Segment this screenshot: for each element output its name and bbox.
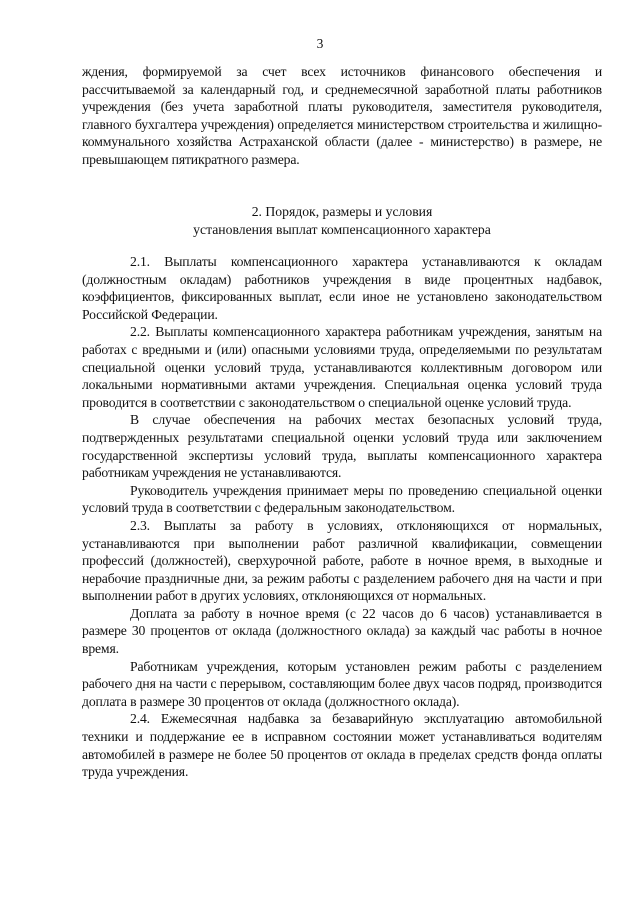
body-paragraphs <box>82 253 602 781</box>
paragraph-night-work: Доплата за работу в ночное время (с 22 часов до 6 часов) устанавливается в размере 30 процентов от оклада (должностного оклада) за каждый час работы в ночное время. <box>82 605 602 657</box>
paragraph-director-measures: Руководитель учреждения принимает меры по проведению специальной оценки условий труда в соответствии с федеральным законодательством. <box>82 482 602 516</box>
paragraph-safe-conditions: В случае обеспечения на рабочих местах безопасных условий труда, подтвержденных результатами специальной оценки условий труда или заключением государственной экспертизы условий труда, выплаты компенсационного характера работникам учреждения не устанавливаются. <box>82 412 602 481</box>
intro-paragraph: ждения, формируемой за счет всех источников финансового обеспечения и рассчитываемой за календарный год, и среднемесячной заработной платы работников учреждения (без учета заработной платы руководителя, заместителя руководителя, главного бухгалтера учреждения) определяется министерством строительства и жилищно-коммунального хозяйства Астраханской области (далее - министерство) в размере, не превышающем пятикратного размера. <box>82 64 602 167</box>
section-heading-line2: установления выплат компенсационного характера <box>193 222 491 237</box>
intro-paragraph-block <box>82 63 602 169</box>
section-heading-line1: 2. Порядок, размеры и условия <box>251 204 433 219</box>
paragraph-split-day: Работникам учреждения, которым установлен режим работы с разделением рабочего дня на части с перерывом, составляющим более двух часов подряд, производится доплата в размере 30 процентов от оклада (должностного оклада). <box>82 658 602 709</box>
paragraph-2-1: 2.1. Выплаты компенсационного характера устанавливаются к окладам (должностным окладам) работников учреждения в виде процентных надбавок, коэффициентов, фиксированных выплат, если иное не установлено законодательством Российской Федерации. <box>82 254 602 322</box>
paragraph-2-4: 2.4. Ежемесячная надбавка за безаварийную эксплуатацию автомобильной техники и поддержание ее в исправном состоянии может устанавливаться водителям автомобилей в размере не более 50 процентов от оклада в пределах средств фонда оплаты труда учреждения. <box>82 711 602 780</box>
page-number: 3 <box>316 36 324 51</box>
section-heading <box>82 203 602 239</box>
paragraph-2-3: 2.3. Выплаты за работу в условиях, отклоняющихся от нормальных, устанавливаются при выполнении работ различной квалификации, совмещении профессий (должностей), сверхурочной работе, работе в ночное время, в выходные и нерабочие праздничные дни, за режим работы с разделением рабочего дня на части и при выполнении работ в других условиях, отклоняющихся от нормальных. <box>82 517 602 604</box>
paragraph-2-2: 2.2. Выплаты компенсационного характера работникам учреждения, занятым на работах с вредными и (или) опасными условиями труда, определяемыми по результатам специальной оценки условий труда, устанавливаются коллективным договором или локальными нормативными актами учреждения. Специальная оценка условий труда проводится в соответствии с законодательством о специальной оценке условий труда. <box>82 324 602 410</box>
